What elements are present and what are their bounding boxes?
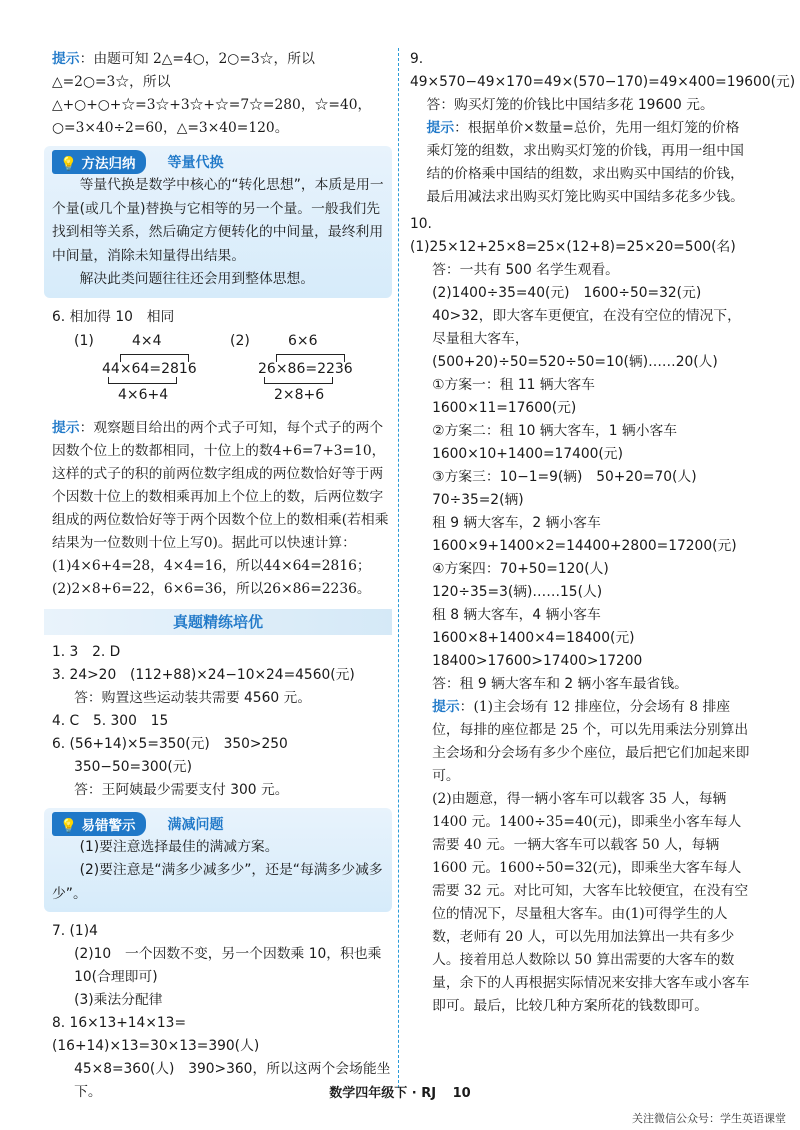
error-warning-tag: 💡 易错警示	[52, 812, 146, 836]
diag1-label: (1)	[74, 332, 94, 349]
q7-line1: 7. (1)4	[52, 923, 98, 939]
hint-q10-part2: (2)由题意，得一辆小客车可以载客 35 人，每辆 1400 元。1400÷35=40(元)，即乘坐小客车每人需要 40 元。一辆大客车可以载客 50 人，每辆 1600 元。1600÷50=32(元)，即乘坐大客车每人需要 32 元。对比可知，大客车比较便宜，在没有空位的情况下，尽量租大客车。由(1)可得学生的人数，老师有 20 人，可以先用加法算出一共有多少人。接着用总人数除以 50 算出需要的大客车的数量，余下的人再根据实际情况来安排大客车或小客车即可。最后，比较几种方案所花的钱数即可。	[432, 791, 750, 1014]
q8-line1: 8. 16×13+14×13=(16+14)×13=30×13=390(人)	[52, 1015, 260, 1054]
right-column	[410, 48, 796, 1018]
q10-plan2: ②方案二：租 10 辆大客车，1 辆小客车	[432, 423, 678, 439]
q6b-answer: 答：王阿姨最少需要支付 300 元。	[74, 781, 289, 798]
left-column	[52, 48, 392, 1104]
q6b-line2: 350−50=300(元)	[74, 758, 192, 775]
q7-line2: (2)10 一个因数不变，另一个因数乘 10，积也乘 10(合理即可)	[74, 946, 382, 985]
diag2-top: 6×6	[288, 332, 318, 349]
q10-plan3: ③方案三：10−1=9(辆) 50+20=70(人)	[432, 469, 697, 485]
hint-q5: 提示：由题可知 2△=4○，2○=3☆，所以△=2○=3☆，所以△+○+○+☆=3☆+3☆+☆=7☆=280，☆=40，○=3×40÷2=60，△=3×40=120。	[52, 51, 372, 136]
q10-plan3-b: 租 9 辆大客车，2 辆小客车	[432, 515, 601, 531]
hint-q10: 提示：(1)主会场有 12 排座位，分会场有 8 排座位，每排的座位都是 25 个，可以先用乘法分别算出主会场和分会场有多少个座位，最后把它们加起来即可。	[432, 699, 750, 784]
method-summary-para2: 解决此类问题往往还会用到整体思想。	[79, 271, 315, 287]
diag2-label: (2)	[230, 332, 250, 349]
diag2-equation: 26×86=2236	[258, 360, 353, 377]
q10-plan1: ①方案一：租 11 辆大客车	[432, 377, 595, 393]
q10-plan4-b: 租 8 辆大客车，4 辆小客车 1600×8+1400×4=18400(元) 18400>17600>17400>17200	[432, 607, 649, 669]
q3-answer: 答：购置这些运动装共需要 4560 元。	[74, 689, 312, 706]
hint-q9: 提示：根据单价×数量=总价，先用一组灯笼的价格乘灯笼的组数，求出购买灯笼的价钱，再用一组中国结的价格乘中国结的组数，求出购买中国结的价钱，最后用减法求出购买灯笼比购买中国结多花多少钱。	[426, 120, 744, 205]
diag1-bottom: 4×6+4	[118, 386, 169, 403]
q10-plan2-calc: 1600×10+1400=17400(元)	[432, 446, 623, 462]
q10-line1: 10. (1)25×12+25×8=25×(12+8)=25×20=500(名)	[410, 216, 736, 255]
method-summary-tag: 💡 方法归纳	[52, 150, 146, 174]
diag1-top: 4×4	[132, 332, 162, 349]
diag2-bottom: 2×8+6	[274, 386, 325, 403]
q10-answer1: 答：一共有 500 名学生观看。	[432, 262, 619, 278]
q8-line2: 45×8=360(人) 390>360，所以这两个会场能坐下。	[74, 1061, 391, 1100]
page-footer	[0, 1082, 800, 1101]
q9-line1: 9. 49×570−49×170=49×(570−170)=49×400=19600(元)	[410, 51, 796, 90]
q4-5-answer: 4. C 5. 300 15	[52, 712, 169, 729]
footer-subject: 数学四年级下 · RJ	[329, 1086, 437, 1101]
q10-plan3-a: 70÷35=2(辆)	[432, 492, 524, 508]
q10-plan3-calc: 1600×9+1400×2=14400+2800=17200(元)	[432, 538, 737, 554]
page-number: 10	[452, 1086, 471, 1101]
q6-answer: 6. 相加得 10 相同	[52, 308, 175, 325]
q6b-line1: 6. (56+14)×5=350(元) 350>250	[52, 735, 288, 752]
q10-p2-1: (2)1400÷35=40(元) 1600÷50=32(元)	[432, 285, 702, 301]
q7-line3: (3)乘法分配律	[74, 992, 163, 1008]
watermark: 关注微信公众号：学生英语课堂	[632, 1112, 786, 1125]
q1-2-answer: 1. 3 2. D	[52, 643, 121, 660]
q10-plan4-a: 120÷35=3(辆)……15(人)	[432, 584, 603, 600]
q10-p2-2: 40>32，即大客车更便宜，在没有空位的情况下，尽量租大客车，(500+20)÷50=520÷50=10(辆)……20(人)	[432, 308, 741, 370]
section-title: 真题精练培优	[44, 609, 392, 635]
error-warning-title: 满减问题	[167, 816, 224, 833]
q9-answer: 答：购买灯笼的价钱比中国结多花 19600 元。	[426, 97, 714, 113]
q3-line1: 3. 24>20 (112+88)×24−10×24=4560(元)	[52, 666, 355, 683]
q10-plan4: ④方案四：70+50=120(人)	[432, 561, 609, 577]
hint-q6: 提示：观察题目给出的两个式子可知，每个式子的两个因数个位上的数都相同，十位上的数4+6=7+3=10，这样的式子的积的前两位数字组成的两位数恰好等于两个因数十位上的数相乘再加上个位上的数，后两位数字组成的两位数恰好等于两个因数个位上的数相乘(若相乘结果为一位数则十位上写0)。据此可以快速计算：(1)4×6+4=28，4×4=16，所以44×64=2816；(2)2×8+6=22，6×6=36，所以26×86=2236。	[52, 419, 389, 597]
method-summary-para1: 等量代换是数学中核心的“转化思想”，本质是用一个量(或几个量)替换与它相等的另一个量。一般我们先找到相等关系，然后确定方便转化的中间量，最终利用中间量，消除未知量得出结果。	[52, 177, 384, 264]
warn-item2: (2)要注意是“满多少减多少”，还是“每满多少减多少”。	[52, 862, 383, 902]
error-warning-box	[44, 808, 392, 913]
diag1-equation: 44×64=2816	[102, 360, 197, 377]
q6-diagram	[52, 333, 392, 415]
q10-plan1-calc: 1600×11=17600(元)	[432, 400, 577, 416]
q10-answer2: 答：租 9 辆大客车和 2 辆小客车最省钱。	[432, 676, 688, 692]
method-summary-title: 等量代换	[167, 155, 224, 171]
column-divider	[398, 48, 399, 1088]
method-summary-box	[44, 146, 392, 298]
warn-item1: (1)要注意选择最佳的满减方案。	[79, 838, 279, 855]
